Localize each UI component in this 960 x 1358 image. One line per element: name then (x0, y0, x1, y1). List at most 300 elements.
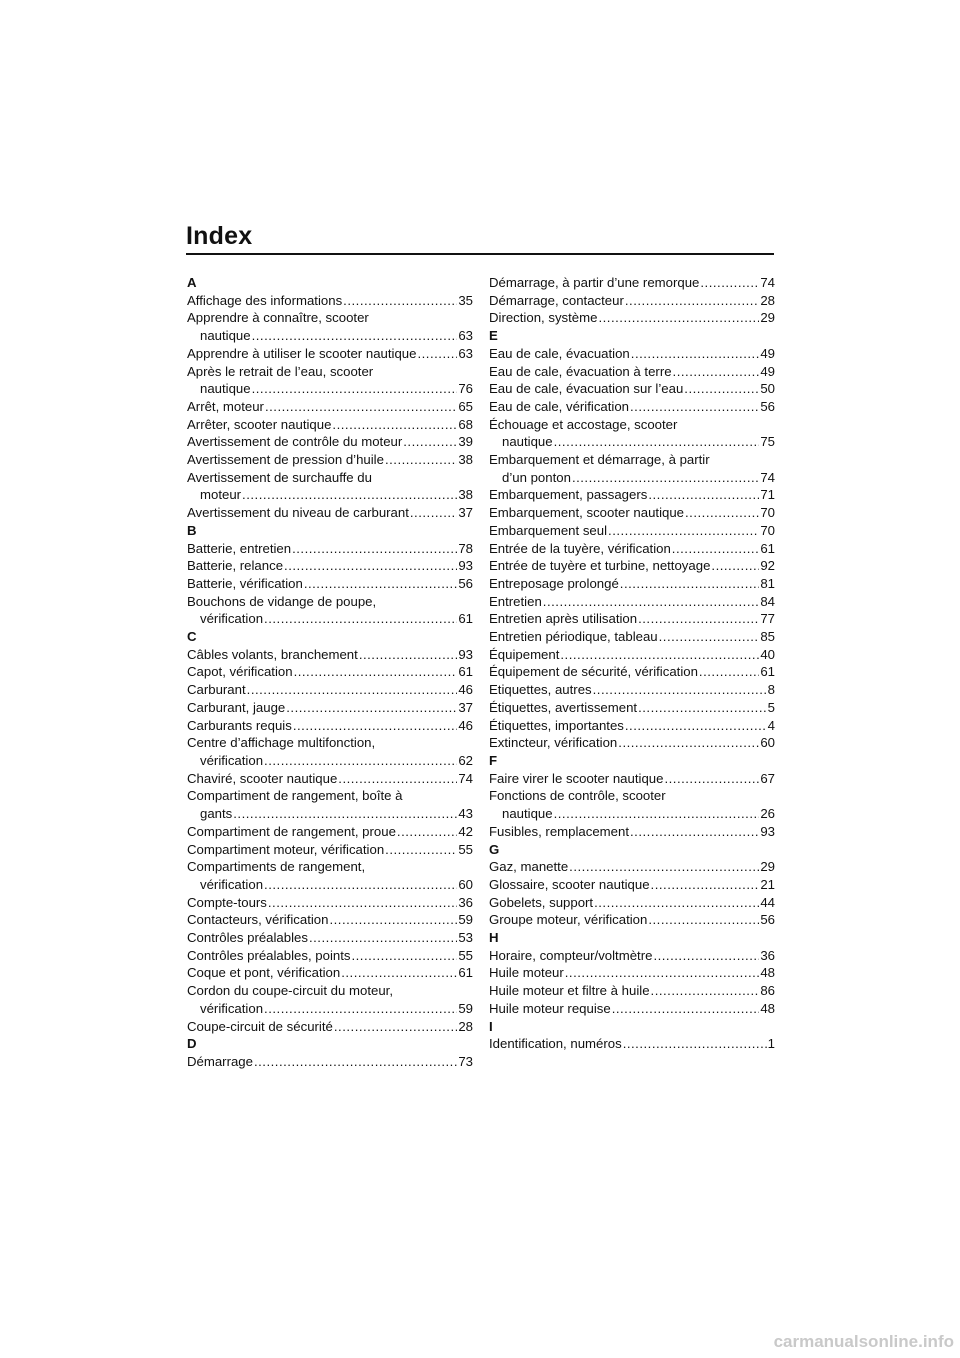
dot-leader (638, 610, 759, 628)
index-entry-text: gants (200, 806, 233, 822)
index-entry-text: Contacteurs, vérification (187, 912, 329, 928)
dot-leader (569, 858, 759, 876)
index-entry (489, 876, 775, 894)
index-entry-text: Identification, numéros (489, 1036, 622, 1052)
index-entry-text: nautique (200, 328, 251, 344)
dot-leader (284, 557, 457, 575)
index-page-number: 29 (760, 859, 775, 875)
index-entry (489, 274, 775, 292)
index-entry (489, 522, 775, 540)
index-letter-heading: G (489, 841, 500, 857)
index-entry-text: Huile moteur et filtre à huile (489, 983, 650, 999)
index-entry-text: Étiquettes, importantes (489, 717, 624, 733)
index-page-number: 70 (760, 522, 775, 538)
index-page-number: 93 (760, 823, 775, 839)
index-page-number: 74 (760, 275, 775, 290)
index-page-number: 60 (760, 735, 775, 751)
dot-leader (625, 717, 767, 735)
index-page-number: 1 (767, 1036, 775, 1052)
index-entry-text: Carburant, jauge (187, 699, 286, 715)
index-entry-text: Équipement de sécurité, vérification (489, 664, 698, 680)
index-entry (187, 770, 473, 788)
index-entry-text: Démarrage, contacteur (489, 292, 624, 308)
index-entry (187, 416, 473, 434)
dot-leader (554, 433, 760, 451)
index-entry-first-line: Cordon du coupe-circuit du moteur, (187, 983, 393, 999)
index-entry (489, 593, 775, 611)
index-entry-first-line: Avertissement de surchauffe du (187, 469, 372, 485)
index-entry-text: Batterie, entretien (187, 540, 292, 556)
index-page-number: 46 (458, 682, 473, 698)
dot-leader (341, 964, 457, 982)
index-page-number: 8 (767, 682, 775, 698)
index-entry-text: Entretien (489, 593, 542, 609)
index-page-number: 84 (760, 593, 775, 609)
index-letter-heading: E (489, 328, 498, 344)
index-entry-text: Capot, vérification (187, 664, 293, 680)
index-entry-text: Faire virer le scooter nautique (489, 770, 664, 786)
index-entry-text: Coque et pont, vérification (187, 965, 341, 981)
index-page-number: 92 (760, 558, 775, 574)
index-entry-text: Gaz, manette (489, 859, 569, 875)
index-entry (489, 911, 775, 929)
dot-leader (293, 717, 458, 735)
index-entry-text: Groupe moteur, vérification (489, 912, 648, 928)
index-entry (489, 486, 775, 504)
index-entry-text: Eau de cale, vérification (489, 398, 630, 414)
index-entry-text: Apprendre à utiliser le scooter nautique (187, 345, 417, 361)
dot-leader (623, 1035, 767, 1053)
index-entry-text: Etiquettes, autres (489, 682, 592, 698)
index-entry (187, 841, 473, 859)
dot-leader (630, 398, 759, 416)
index-page-number: 67 (760, 770, 775, 786)
index-entry-first-line: Embarquement et démarrage, à partir (489, 452, 710, 468)
index-entry-text: Démarrage, à partir d’une remorque (489, 275, 700, 290)
index-letter-heading: D (187, 1036, 197, 1052)
index-entry (489, 292, 775, 310)
index-entry-text: Affichage des informations (187, 292, 343, 308)
index-entry (187, 327, 473, 345)
index-page-number: 48 (760, 1000, 775, 1016)
index-page-number: 43 (458, 806, 473, 822)
dot-leader (664, 770, 759, 788)
index-entry (489, 575, 775, 593)
dot-leader (673, 363, 760, 381)
index-page-number: 28 (760, 292, 775, 308)
dot-leader (385, 451, 457, 469)
dot-leader (593, 681, 767, 699)
dot-leader (543, 593, 760, 611)
index-entry-text: Avertissement du niveau de carburant (187, 505, 409, 521)
index-entry (489, 964, 775, 982)
index-page-number: 56 (458, 575, 473, 591)
index-entry-first-line: Échouage et accostage, scooter (489, 416, 678, 432)
index-page-number: 60 (458, 876, 473, 892)
index-page-number: 38 (458, 452, 473, 468)
index-entry-text: Équipement (489, 646, 560, 662)
index-page-number: 61 (760, 540, 775, 556)
dot-leader (252, 327, 458, 345)
index-page-number: 56 (760, 398, 775, 414)
index-entry (187, 575, 473, 593)
index-letter-heading: A (187, 275, 197, 290)
index-entry-text: nautique (200, 381, 251, 397)
index-entry-text: d’un ponton (502, 469, 571, 485)
dot-leader (630, 823, 759, 841)
index-page-number: 4 (767, 717, 775, 733)
dot-leader (334, 1018, 457, 1036)
index-entry (489, 610, 775, 628)
index-entry (187, 398, 473, 416)
index-page-number: 61 (760, 664, 775, 680)
dot-leader (329, 911, 457, 929)
dot-leader (397, 823, 457, 841)
index-entry-text: Câbles volants, branchement (187, 646, 358, 662)
index-entry-text: Extincteur, vérification (489, 735, 618, 751)
index-letter-heading: C (187, 629, 197, 645)
index-entry (187, 823, 473, 841)
dot-leader (294, 663, 458, 681)
index-entry (489, 770, 775, 788)
index-entry (187, 699, 473, 717)
index-entry-text: Arrêter, scooter nautique (187, 416, 332, 432)
index-page-number: 81 (760, 575, 775, 591)
dot-leader (648, 911, 759, 929)
dot-leader (359, 646, 458, 664)
index-entry (489, 646, 775, 664)
dot-leader (332, 416, 457, 434)
dot-leader (286, 699, 457, 717)
index-entry (489, 1000, 775, 1018)
index-entry-text: Avertissement de contrôle du moteur (187, 434, 403, 450)
index-page-number: 65 (458, 398, 473, 414)
index-entry (187, 433, 473, 451)
index-page-number: 38 (458, 487, 473, 503)
index-letter-heading: I (489, 1018, 493, 1034)
index-entry-first-line: Apprendre à connaître, scooter (187, 310, 369, 326)
index-page-number: 59 (458, 1000, 473, 1016)
index-entry-text: Compartiment de rangement, proue (187, 823, 396, 839)
index-page-number: 28 (458, 1018, 473, 1034)
dot-leader (417, 345, 457, 363)
index-entry-text: Entretien après utilisation (489, 611, 638, 627)
index-entry (489, 398, 775, 416)
index-entry-text: Direction, système (489, 310, 598, 326)
index-entry (187, 1053, 473, 1071)
index-entry-text: vérification (200, 752, 264, 768)
dot-leader (598, 309, 759, 327)
dot-leader (268, 894, 457, 912)
index-entry (489, 345, 775, 363)
index-entry-first-line: Compartiment de rangement, boîte à (187, 788, 403, 804)
index-entry (187, 805, 473, 823)
index-letter-heading: H (489, 930, 499, 946)
dot-leader (264, 1000, 457, 1018)
dot-leader (264, 610, 457, 628)
dot-leader (612, 1000, 760, 1018)
dot-leader (653, 947, 759, 965)
index-page-number: 85 (760, 629, 775, 645)
page-title: Index (186, 222, 253, 250)
index-entry (489, 380, 775, 398)
index-page-number: 5 (767, 699, 775, 715)
index-entry (187, 380, 473, 398)
dot-leader (631, 345, 760, 363)
index-entry (187, 876, 473, 894)
index-entry-text: nautique (502, 806, 553, 822)
index-page-number: 48 (760, 965, 775, 981)
index-entry-text: Contrôles préalables, points (187, 947, 351, 963)
dot-leader (672, 540, 760, 558)
index-entry-first-line: Fonctions de contrôle, scooter (489, 788, 666, 804)
index-entry (187, 646, 473, 664)
index-entry (187, 752, 473, 770)
index-page-number: 63 (458, 328, 473, 344)
dot-leader (685, 504, 759, 522)
index-entry-text: Avertissement de pression d’huile (187, 452, 384, 468)
title-rule (186, 253, 774, 255)
index-entry-text: Horaire, compteur/voltmètre (489, 947, 653, 963)
dot-leader (651, 982, 760, 1000)
index-entry-text: Démarrage (187, 1053, 253, 1069)
index-entry (187, 681, 473, 699)
index-entry-text: Fusibles, remplacement (489, 823, 629, 839)
dot-leader (572, 469, 759, 487)
index-entry (489, 982, 775, 1000)
index-entry-text: vérification (200, 611, 264, 627)
dot-leader (620, 575, 760, 593)
index-entry (489, 947, 775, 965)
index-page-number: 77 (760, 611, 775, 627)
index-entry (187, 557, 473, 575)
index-entry-text: vérification (200, 876, 264, 892)
index-page-number: 26 (760, 806, 775, 822)
dot-leader (309, 929, 457, 947)
index-page-number: 93 (458, 646, 473, 662)
index-entry (187, 929, 473, 947)
dot-leader (292, 540, 457, 558)
dot-leader (711, 557, 759, 575)
index-entry (489, 823, 775, 841)
dot-leader (684, 380, 759, 398)
index-entry-text: Entretien périodique, tableau (489, 629, 658, 645)
index-entry-text: Entrée de la tuyère, vérification (489, 540, 671, 556)
index-entry-text: Arrêt, moteur (187, 398, 264, 414)
index-page-number: 59 (458, 912, 473, 928)
index-entry-text: Compte-tours (187, 894, 267, 910)
index-entry (489, 681, 775, 699)
index-page-number: 78 (458, 540, 473, 556)
index-page-number: 55 (458, 947, 473, 963)
index-entry (187, 504, 473, 522)
dot-leader (338, 770, 457, 788)
index-entry-first-line: Après le retrait de l’eau, scooter (187, 363, 374, 379)
index-entry-text: Compartiment moteur, vérification (187, 841, 385, 857)
index-page-number: 73 (458, 1053, 473, 1069)
index-entry-text: Chaviré, scooter nautique (187, 770, 338, 786)
watermark: carmanualsonline.info (773, 1332, 954, 1351)
dot-leader (560, 646, 759, 664)
dot-leader (699, 663, 759, 681)
index-entry-first-line: Bouchons de vidange de poupe, (187, 593, 377, 609)
index-page-number: 36 (760, 947, 775, 963)
index-entry (489, 858, 775, 876)
dot-leader (618, 734, 759, 752)
index-page-number: 50 (760, 381, 775, 397)
index-entry-text: Coupe-circuit de sécurité (187, 1018, 333, 1034)
index-entry (489, 894, 775, 912)
index-page-number: 40 (760, 646, 775, 662)
dot-leader (247, 681, 458, 699)
dot-leader (385, 841, 457, 859)
index-entry-text: Contrôles préalables (187, 930, 308, 946)
index-entry-text: moteur (200, 487, 242, 503)
index-entry (489, 699, 775, 717)
index-entry (489, 469, 775, 487)
index-entry (489, 628, 775, 646)
index-entry (187, 947, 473, 965)
index-page-number: 61 (458, 965, 473, 981)
index-entry (489, 734, 775, 752)
index-page-number: 29 (760, 310, 775, 326)
dot-leader (410, 504, 457, 522)
index-page-number: 49 (760, 345, 775, 361)
dot-leader (625, 292, 759, 310)
index-page-number: 42 (458, 823, 473, 839)
index-entry (489, 433, 775, 451)
dot-leader (264, 752, 457, 770)
dot-leader (343, 292, 457, 310)
dot-leader (254, 1053, 457, 1071)
index-entry (187, 717, 473, 735)
index-entry (489, 717, 775, 735)
index-page-number: 55 (458, 841, 473, 857)
index-entry (187, 1018, 473, 1036)
index-entry-text: nautique (502, 434, 553, 450)
dot-leader (608, 522, 759, 540)
index-entry (187, 540, 473, 558)
index-page-number: 74 (458, 770, 473, 786)
index-page-number: 61 (458, 611, 473, 627)
dot-leader (403, 433, 457, 451)
index-entry-text: Gobelets, support (489, 894, 594, 910)
index-entry (187, 292, 473, 310)
dot-leader (265, 398, 457, 416)
dot-leader (651, 876, 760, 894)
index-entry-text: Carburants requis (187, 717, 292, 733)
dot-leader (638, 699, 767, 717)
index-entry-text: Embarquement, passagers (489, 487, 648, 503)
dot-leader (554, 805, 760, 823)
index-entry (187, 964, 473, 982)
index-entry (489, 1035, 775, 1053)
index-entry (187, 451, 473, 469)
dot-leader (233, 805, 457, 823)
index-entry (187, 345, 473, 363)
index-page-number: 39 (458, 434, 473, 450)
index-page-number: 76 (458, 381, 473, 397)
index-entry (187, 911, 473, 929)
index-page-number: 86 (760, 983, 775, 999)
index-entry (187, 486, 473, 504)
dot-leader (594, 894, 759, 912)
index-column-right (489, 274, 775, 1053)
dot-leader (659, 628, 760, 646)
index-entry-text: Batterie, vérification (187, 575, 303, 591)
index-entry (187, 610, 473, 628)
index-entry (489, 557, 775, 575)
index-entry-first-line: Centre d’affichage multifonction, (187, 735, 376, 751)
index-page-number: 70 (760, 505, 775, 521)
dot-leader (648, 486, 759, 504)
index-page-number: 71 (760, 487, 775, 503)
index-entry-text: Entreposage prolongé (489, 575, 619, 591)
index-entry-text: Embarquement seul (489, 522, 608, 538)
index-page-number: 21 (760, 876, 775, 892)
index-entry (489, 663, 775, 681)
index-entry-text: Entrée de tuyère et turbine, nettoyage (489, 558, 711, 574)
index-entry-text: Glossaire, scooter nautique (489, 876, 650, 892)
index-entry (489, 805, 775, 823)
index-page-number: 56 (760, 912, 775, 928)
index-entry-text: Eau de cale, évacuation sur l’eau (489, 381, 684, 397)
index-entry-text: Carburant (187, 682, 246, 698)
index-page-number: 49 (760, 363, 775, 379)
index-entry-text: Eau de cale, évacuation (489, 345, 630, 361)
dot-leader (700, 274, 759, 292)
index-entry-text: Huile moteur (489, 965, 564, 981)
index-page-number: 68 (458, 416, 473, 432)
index-entry-text: Embarquement, scooter nautique (489, 505, 684, 521)
index-entry (187, 663, 473, 681)
dot-leader (351, 947, 457, 965)
index-entry-text: Huile moteur requise (489, 1000, 611, 1016)
index-entry (489, 363, 775, 381)
index-entry-text: vérification (200, 1000, 264, 1016)
index-page-number: 75 (760, 434, 775, 450)
index-entry (489, 504, 775, 522)
index-letter-heading: F (489, 752, 498, 768)
index-page-number: 37 (458, 505, 473, 521)
index-page-number: 61 (458, 664, 473, 680)
index-entry (187, 1000, 473, 1018)
index-entry (187, 894, 473, 912)
index-entry-text: Batterie, relance (187, 558, 284, 574)
index-page-number: 63 (458, 345, 473, 361)
index-page-number: 35 (458, 292, 473, 308)
index-page-number: 37 (458, 699, 473, 715)
index-page-number: 62 (458, 752, 473, 768)
index-entry-text: Étiquettes, avertissement (489, 699, 638, 715)
index-entry (489, 540, 775, 558)
index-entry (489, 309, 775, 327)
dot-leader (304, 575, 458, 593)
index-page-number: 93 (458, 558, 473, 574)
dot-leader (242, 486, 457, 504)
index-entry-first-line: Compartiments de rangement, (187, 859, 366, 875)
index-letter-heading: B (187, 522, 197, 538)
index-page-number: 36 (458, 894, 473, 910)
index-page-number: 53 (458, 930, 473, 946)
dot-leader (264, 876, 457, 894)
index-page-number: 46 (458, 717, 473, 733)
dot-leader (252, 380, 458, 398)
index-page-number: 44 (760, 894, 775, 910)
dot-leader (565, 964, 760, 982)
index-page-number: 74 (760, 469, 775, 485)
index-column-left (187, 274, 473, 1071)
